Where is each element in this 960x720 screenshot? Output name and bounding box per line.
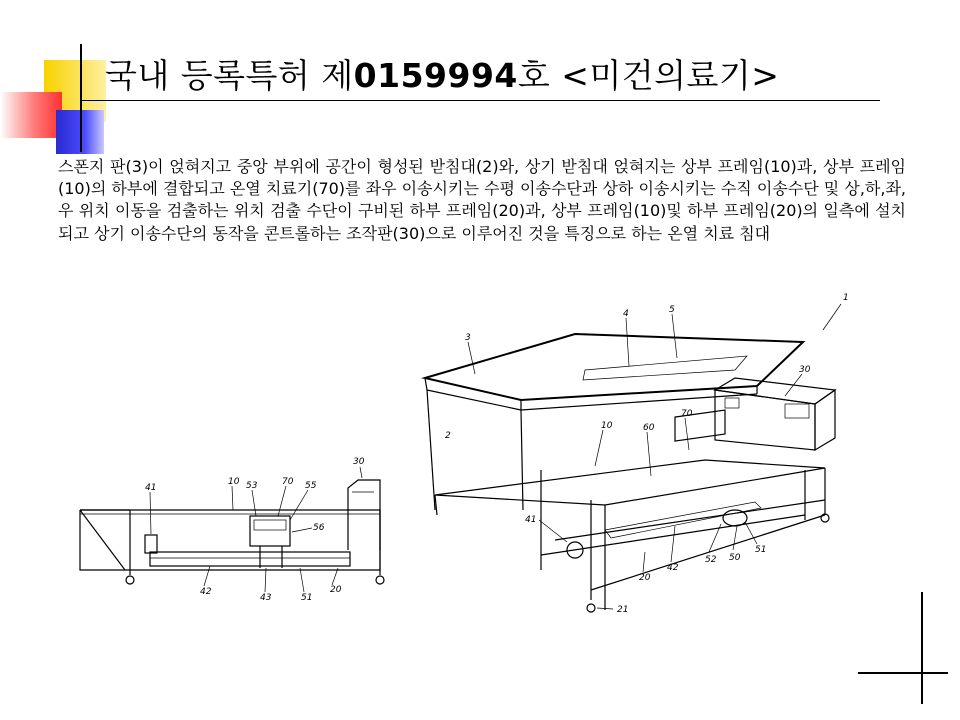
label-55: 55 xyxy=(305,481,317,491)
label-70: 70 xyxy=(681,409,693,419)
label-20: 20 xyxy=(330,585,342,595)
label-4: 4 xyxy=(623,309,629,319)
label-5: 5 xyxy=(669,305,675,315)
slide-title xyxy=(105,50,885,97)
label-42: 42 xyxy=(200,587,212,597)
label-21: 21 xyxy=(617,605,629,615)
label-51: 51 xyxy=(755,545,767,555)
title-prefix: 국내 등록특허 제 xyxy=(105,56,354,95)
patent-claim-text: 스폰지 판(3)이 얹혀지고 중앙 부위에 공간이 형성된 받침대(2)와, 상기 받침대 얹혀지는 상부 프레임(10)과, 상부 프레임(10)의 하부에 결합되고 온열 치료기(70)를 좌우 이송시키는 수평 이송수단과 상하 이송시키는 수직 이송수단 및 상,하,좌,우 위치 이동을 검출하는 위치 검출 수단이 구비된 하부 프레임(20)과, 상부 프레임(10)및 하부 프레임(20)의 일측에 설치되고 상기 이송수단의 동작을 콘트롤하는 조작판(30)으로 이루어진 것을 특징으로 하는 온열 치료 침대 xyxy=(58,157,906,243)
label-53: 53 xyxy=(246,481,258,491)
label-10: 10 xyxy=(601,421,613,431)
label-56: 56 xyxy=(313,523,325,533)
label-70: 70 xyxy=(282,477,294,487)
label-51: 51 xyxy=(301,593,313,603)
patent-number: 0159994 xyxy=(353,56,518,95)
label-50: 50 xyxy=(729,553,741,563)
title-suffix: 호 <미건의료기> xyxy=(517,56,780,95)
decor-corner-horizontal-line xyxy=(858,672,948,674)
label-3: 3 xyxy=(465,333,471,343)
label-41: 41 xyxy=(525,515,537,525)
label-20: 20 xyxy=(639,573,651,583)
decor-vertical-line xyxy=(80,44,82,152)
perspective-view-drawing xyxy=(405,290,885,620)
side-view-drawing xyxy=(70,450,400,615)
label-60: 60 xyxy=(643,423,655,433)
label-10: 10 xyxy=(228,477,240,487)
label-2: 2 xyxy=(445,431,451,441)
label-1: 1 xyxy=(843,293,849,303)
decor-corner-vertical-line xyxy=(921,592,923,704)
label-43: 43 xyxy=(260,593,272,603)
label-41: 41 xyxy=(145,483,157,493)
label-30: 30 xyxy=(799,365,811,375)
title-underline xyxy=(80,100,880,101)
label-30: 30 xyxy=(353,457,365,467)
decor-red-bar xyxy=(0,92,62,138)
label-52: 52 xyxy=(705,555,717,565)
label-42: 42 xyxy=(667,563,679,573)
